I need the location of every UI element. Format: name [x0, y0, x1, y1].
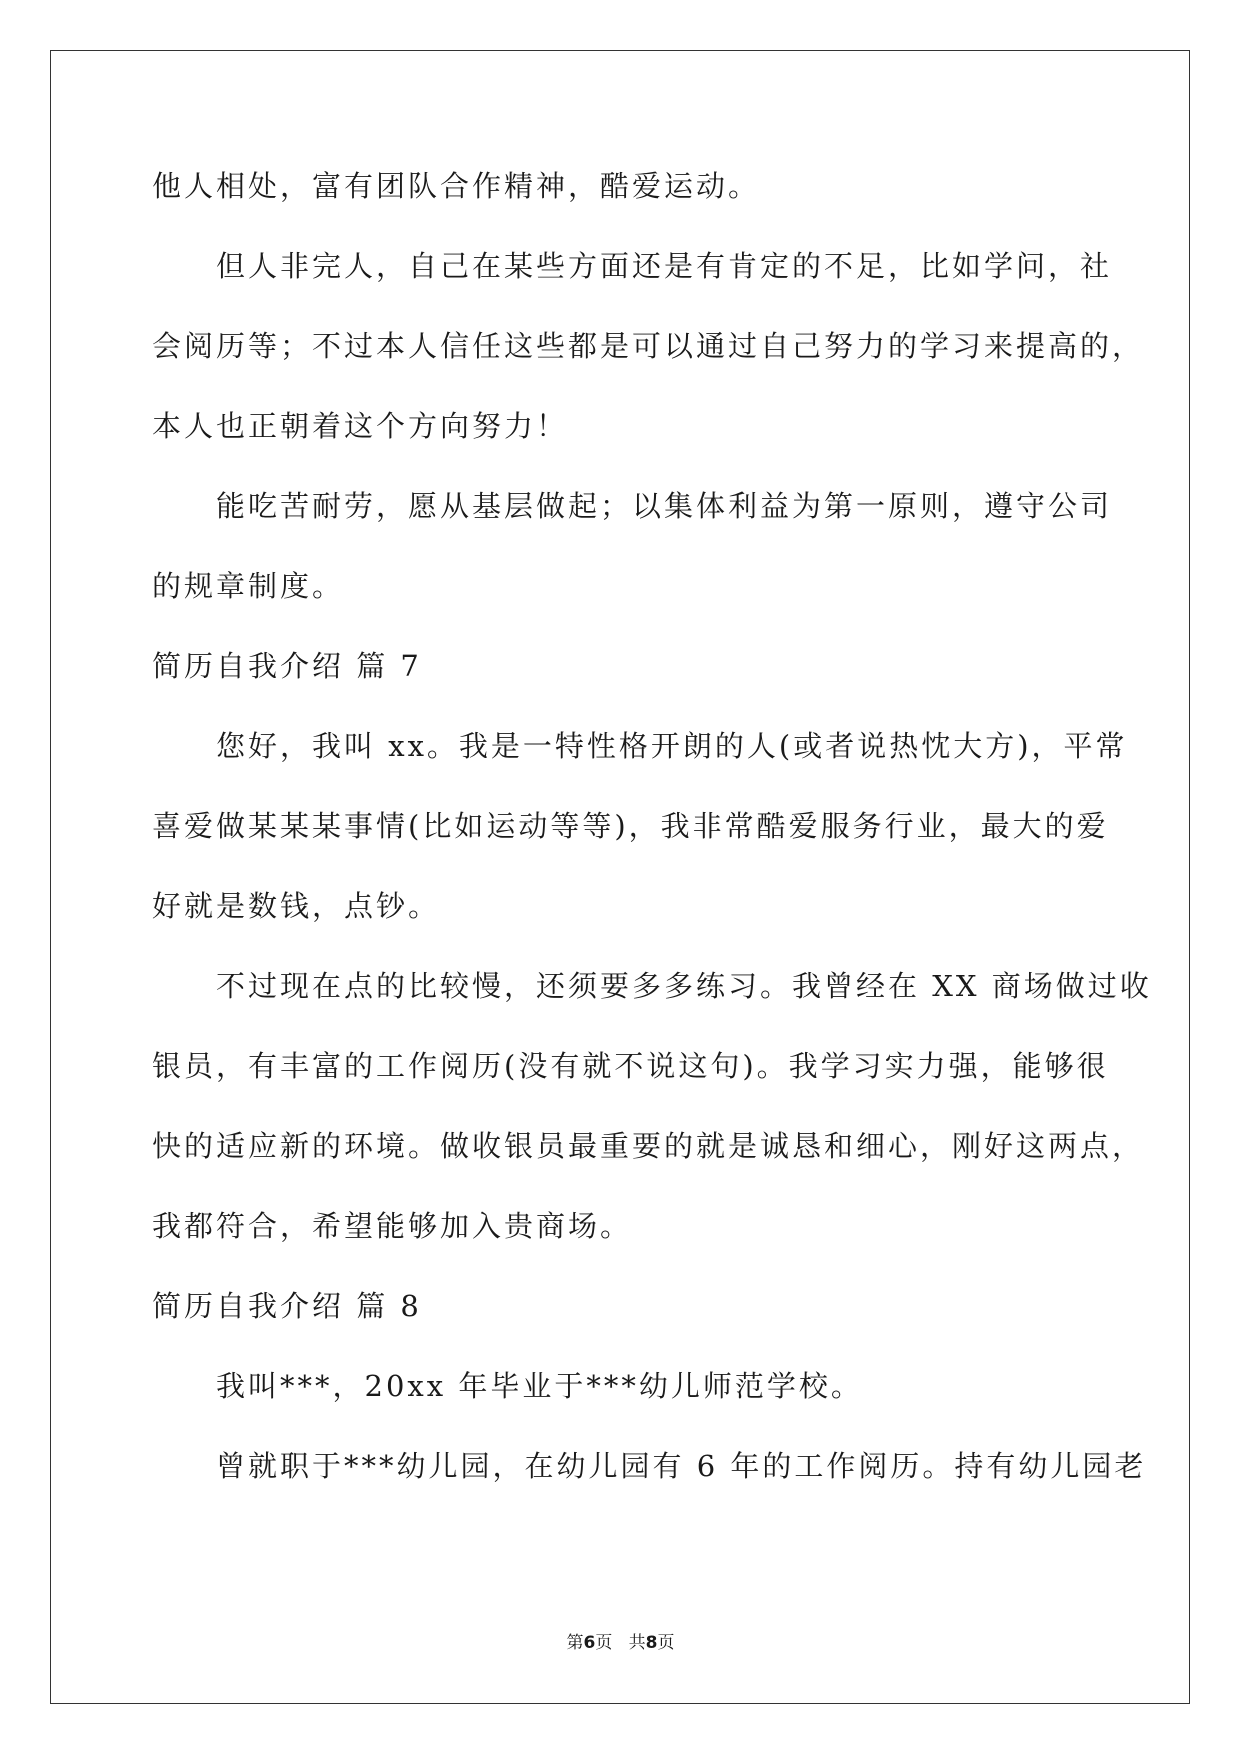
text-line: 喜爱做某某某事情(比如运动等等)，我非常酷爱服务行业，最大的爱: [152, 809, 1109, 843]
text-line: 我都符合，希望能够加入贵商场。: [152, 1209, 633, 1243]
text-line: 能吃苦耐劳，愿从基层做起；以集体利益为第一原则，遵守公司: [216, 489, 1113, 523]
text-line: 但人非完人，自己在某些方面还是有肯定的不足，比如学问，社: [216, 249, 1113, 283]
text-line: 好就是数钱，点钞。: [152, 889, 441, 923]
section-heading: 简历自我介绍 篇 8: [152, 1289, 422, 1323]
text-line: 他人相处，富有团队合作精神，酷爱运动。: [152, 169, 761, 203]
document-body: [152, 146, 1152, 1506]
text-line: 会阅历等；不过本人信任这些都是可以通过自己努力的学习来提高的，: [152, 329, 1145, 363]
text-line: 银员，有丰富的工作阅历(没有就不说这句)。我学习实力强，能够很: [152, 1049, 1109, 1083]
total-page-number: 8: [645, 1633, 658, 1653]
text-line: 我叫***，20xx 年毕业于***幼儿师范学校。: [216, 1369, 863, 1403]
footer-total-prefix: 共: [628, 1633, 646, 1653]
page-number-footer: [0, 1628, 1241, 1653]
text-line: 不过现在点的比较慢，还须要多多练习。我曾经在 XX 商场做过收: [216, 969, 1152, 1003]
text-line: 的规章制度。: [152, 569, 345, 603]
text-line: 快的适应新的环境。做收银员最重要的就是诚恳和细心，刚好这两点，: [152, 1129, 1145, 1163]
text-line: 曾就职于***幼儿园，在幼儿园有 6 年的工作阅历。持有幼儿园老: [216, 1449, 1147, 1483]
footer-page-mid: 页: [595, 1633, 613, 1653]
text-line: 本人也正朝着这个方向努力！: [152, 409, 569, 443]
section-heading: 简历自我介绍 篇 7: [152, 649, 422, 683]
text-line: 您好，我叫 xx。我是一特性格开朗的人(或者说热忱大方)，平常: [216, 729, 1128, 763]
current-page-number: 6: [583, 1633, 596, 1653]
footer-total-suffix: 页: [657, 1633, 675, 1653]
footer-page-prefix: 第: [566, 1633, 584, 1653]
